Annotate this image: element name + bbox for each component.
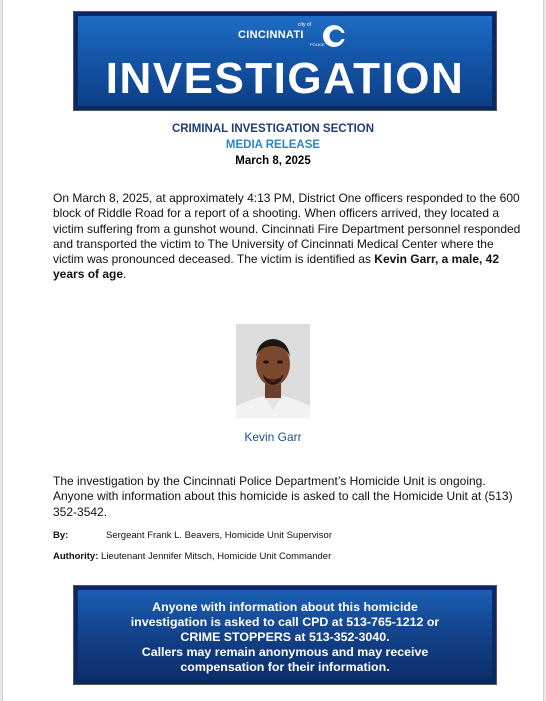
- cincinnati-police-logo: [238, 20, 358, 54]
- section-heading: CRIMINAL INVESTIGATION SECTION: [171, 123, 375, 135]
- by-label: By:: [53, 530, 69, 541]
- cincinnati-c-logo-icon: [322, 24, 346, 48]
- banner-title: INVESTIGATION: [105, 54, 465, 103]
- investigation-paragraph: The investigation by the Cincinnati Police Department’s Homicide Unit is ongoing. Anyone with information about this homicide is asked to call the Homicide Unit at (513) 352-3542.: [53, 474, 513, 519]
- incident-text: On March 8, 2025, at approximately 4:13 PM, District One officers responded to the 600 block of Riddle Road for a report of a shooting. When officers arrived, they located a victim suffering from a gunshot wound. Cincinnati Fire Department personnel responded and transported the victim to The University of Cincinnati Medical Center where the victim was pronounced deceased. The victim is identified as: [53, 191, 521, 267]
- tip-line-3: CRIME STOPPERS at 513-352-3040.: [180, 630, 390, 644]
- victim-portrait-image: [236, 324, 310, 418]
- tip-line-2: investigation is asked to call CPD at 513-765-1212 or: [130, 615, 440, 629]
- incident-text-end: .: [123, 267, 127, 282]
- victim-identification: Kevin Garr, a male, 42 years of age: [53, 252, 500, 282]
- media-release-heading: MEDIA RELEASE: [225, 139, 321, 151]
- investigation-banner: [73, 11, 497, 111]
- banner-background: [78, 16, 492, 106]
- authority-value: Lieutenant Jennifer Mitsch, Homicide Unit Commander: [98, 551, 332, 562]
- press-release-page: [2, 0, 544, 701]
- release-date: March 8, 2025: [235, 155, 311, 167]
- tip-line-5: compensation for their information.: [180, 660, 390, 674]
- authority-line: [53, 551, 331, 562]
- tip-line-1: Anyone with information about this homicide: [152, 600, 418, 614]
- incident-paragraph: [53, 191, 523, 283]
- tip-line-4: Callers may remain anonymous and may receive: [141, 645, 429, 659]
- logo-city-of-text: city of: [298, 22, 312, 28]
- victim-photo: [236, 324, 310, 418]
- by-value: Sergeant Frank L. Beavers, Homicide Unit Supervisor: [106, 530, 332, 541]
- logo-cincinnati-text: CINCINNATI: [238, 29, 304, 41]
- photo-caption: Kevin Garr: [244, 430, 302, 444]
- tip-line-background: [78, 590, 492, 680]
- logo-police-text: POLICE: [310, 42, 325, 47]
- authority-label: Authority:: [53, 551, 99, 562]
- by-line: [53, 530, 332, 541]
- tip-line-text: [88, 600, 482, 675]
- tip-line-banner: [73, 585, 497, 685]
